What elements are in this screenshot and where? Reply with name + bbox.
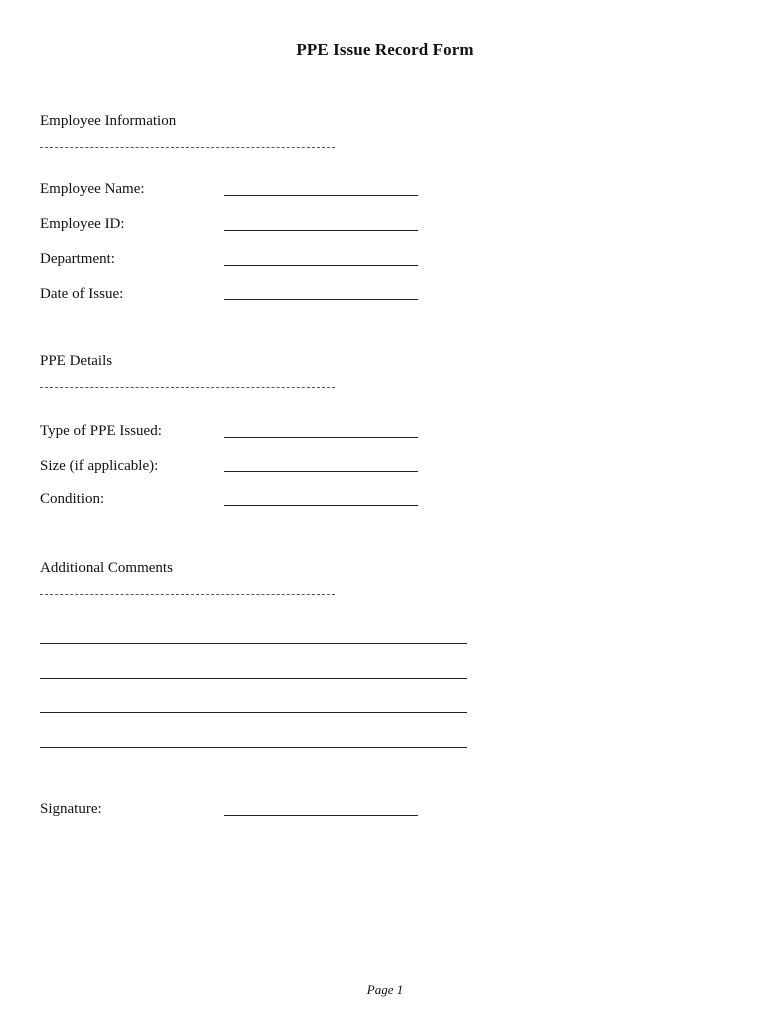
section-heading-additional-comments: Additional Comments	[40, 560, 173, 576]
department-label: Department:	[40, 251, 115, 267]
condition-field[interactable]	[224, 505, 418, 506]
section-divider	[40, 147, 335, 148]
section-divider	[40, 594, 335, 595]
signature-field[interactable]	[224, 815, 418, 816]
employee-id-field[interactable]	[224, 230, 418, 231]
section-heading-ppe-details: PPE Details	[40, 353, 113, 369]
size-label: Size (if applicable):	[40, 458, 159, 474]
comment-line[interactable]	[40, 643, 467, 644]
page-number: Page 1	[366, 982, 404, 997]
comment-line[interactable]	[40, 678, 467, 679]
signature-label: Signature:	[40, 801, 102, 817]
ppe-type-field[interactable]	[224, 437, 418, 438]
ppe-type-label: Type of PPE Issued:	[40, 423, 162, 439]
section-divider	[40, 387, 335, 388]
date-of-issue-field[interactable]	[224, 299, 418, 300]
department-field[interactable]	[224, 265, 418, 266]
employee-id-label: Employee ID:	[40, 216, 125, 232]
condition-label: Condition:	[40, 491, 105, 507]
employee-name-label: Employee Name:	[40, 181, 145, 197]
date-of-issue-label: Date of Issue:	[40, 286, 124, 302]
page-title: PPE Issue Record Form	[296, 40, 474, 59]
section-heading-employee-information: Employee Information	[40, 113, 177, 129]
comment-line[interactable]	[40, 747, 467, 748]
comment-line[interactable]	[40, 712, 467, 713]
employee-name-field[interactable]	[224, 195, 418, 196]
size-field[interactable]	[224, 471, 418, 472]
